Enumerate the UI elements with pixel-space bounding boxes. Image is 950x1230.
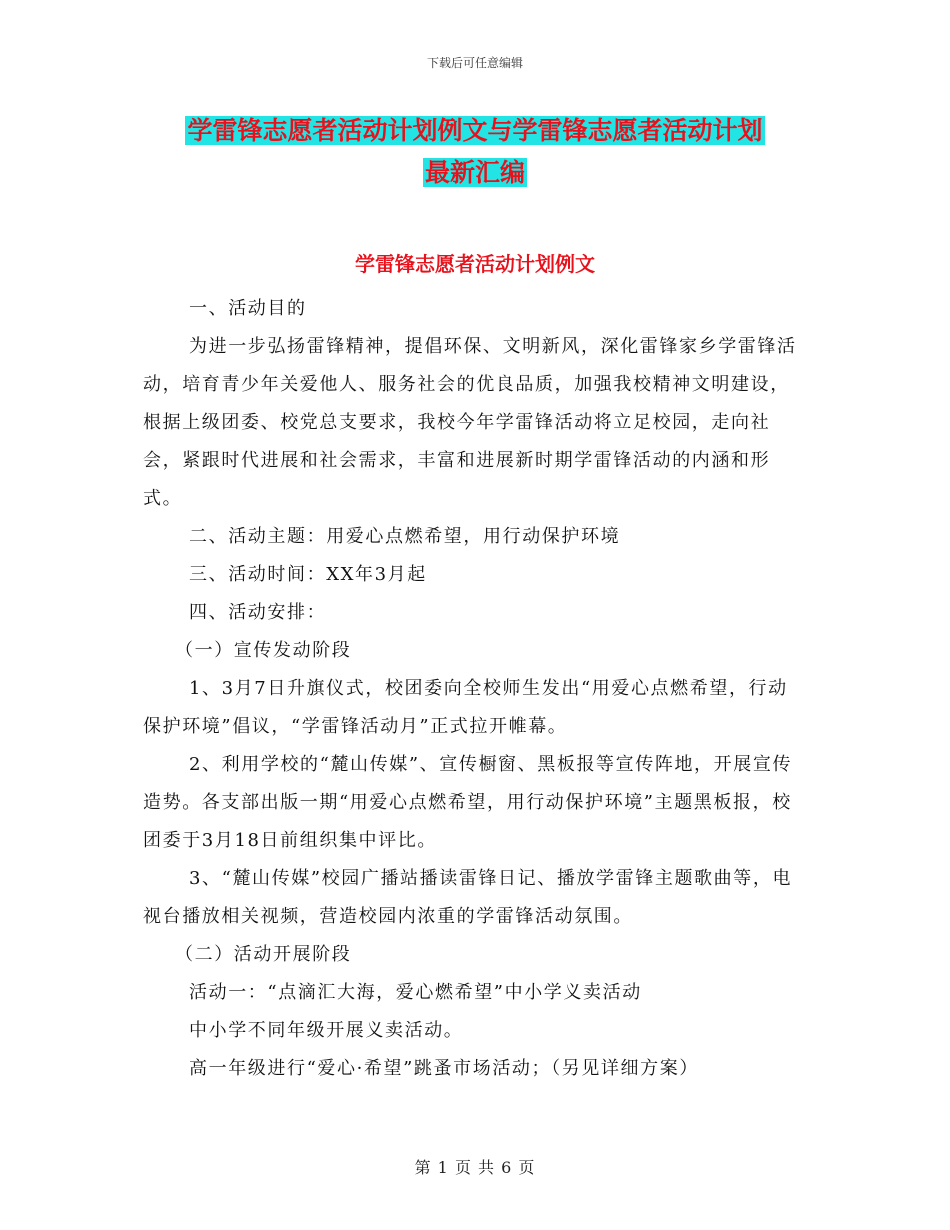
paragraph-time: 三、活动时间：XX年3月起 <box>189 564 427 585</box>
document-body <box>143 290 803 1088</box>
header-note: 下载后可任意编辑 <box>426 56 523 70</box>
paragraph-grade-10-activity: 高一年级进行“爱心·希望”跳蚤市场活动；（另见详细方案） <box>189 1058 699 1079</box>
section-title: 学雷锋志愿者活动计划例文 <box>355 252 595 276</box>
paragraph-stage-2-heading: （二）活动开展阶段 <box>175 944 352 965</box>
paragraph-arrangement-heading: 四、活动安排： <box>189 602 327 623</box>
paragraph-purpose-heading: 一、活动目的 <box>189 298 307 319</box>
paragraph-item-1: 1、3月7日升旗仪式，校团委向全校师生发出“用爱心点燃希望，行动保护环境”倡议，“学雷锋活动月”正式拉开帷幕。 <box>143 678 788 737</box>
paragraph-theme: 二、活动主题：用爱心点燃希望，用行动保护环境 <box>189 526 621 547</box>
paragraph-activity-1: 活动一：“点滴汇大海，爱心燃希望”中小学义卖活动 <box>189 982 642 1003</box>
paragraph-item-2: 2、利用学校的“麓山传媒”、宣传橱窗、黑板报等宣传阵地，开展宣传造势。各支部出版一期“用爱心点燃希望，用行动保护环境”主题黑板报，校团委于3月18日前组织集中评比。 <box>143 754 793 851</box>
paragraph-purpose-text: 为进一步弘扬雷锋精神，提倡环保、文明新风，深化雷锋家乡学雷锋活动，培育青少年关爱他人、服务社会的优良品质，加强我校精神文明建设，根据上级团委、校党总支要求，我校今年学雷锋活动将立足校园，走向社会，紧跟时代进展和社会需求，丰富和进展新时期学雷锋活动的内涵和形式。 <box>143 336 797 509</box>
page-footer: 第 1 页 共 6 页 <box>414 1158 536 1177</box>
paragraph-stage-1-heading: （一）宣传发动阶段 <box>175 640 352 661</box>
paragraph-item-3: 3、“麓山传媒”校园广播站播读雷锋日记、播放学雷锋主题歌曲等，电视台播放相关视频，营造校园内浓重的学雷锋活动氛围。 <box>143 868 793 927</box>
paragraph-activity-1-desc: 中小学不同年级开展义卖活动。 <box>189 1020 464 1041</box>
document-title-line-1 <box>150 114 800 148</box>
document-title-line-1-text: 学雷锋志愿者活动计划例文与学雷锋志愿者活动计划 <box>187 116 763 145</box>
document-title-line-2 <box>150 156 800 190</box>
document-title-line-2-text: 最新汇编 <box>424 158 525 187</box>
